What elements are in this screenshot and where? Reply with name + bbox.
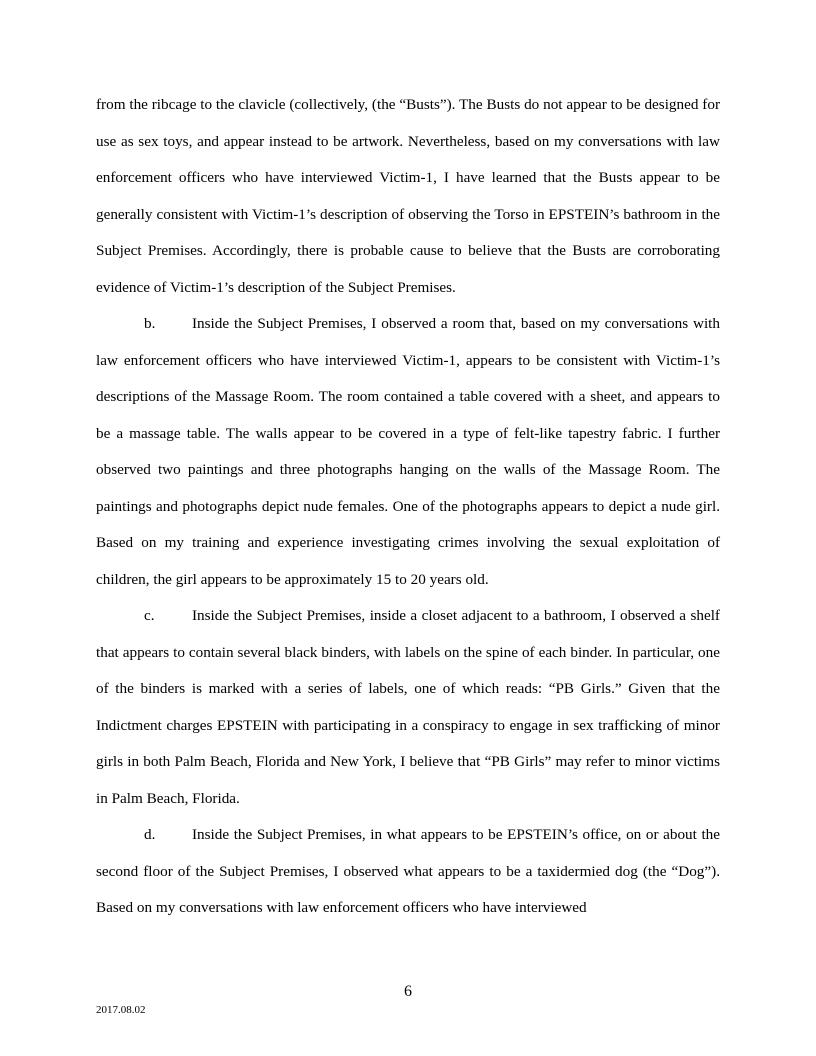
paragraph-continuation: from the ribcage to the clavicle (collectively, (the “Busts”). The Busts do not appear to be designed for use as sex toys, and appear instead to be artwork. Nevertheless, based on my conversations with law enforcement officers who have interviewed Victim-1, I have learned that the Busts appear to be generally consistent with Victim-1’s description of observing the Torso in EPSTEIN’s bathroom in the Subject Premises. Accordingly, there is probable cause to believe that the Busts are corroborating evidence of Victim-1’s description of the Subject Premises. <box>96 96 720 296</box>
paragraph-label: b. <box>144 315 156 332</box>
paragraph-b <box>96 306 720 598</box>
paragraph-label: c. <box>144 607 155 624</box>
paragraph-d <box>96 817 720 927</box>
document-version-code: 2017.08.02 <box>96 1004 146 1016</box>
paragraph-label: d. <box>144 826 156 843</box>
paragraph-c <box>96 598 720 817</box>
document-body <box>96 87 720 927</box>
paragraph-text: Inside the Subject Premises, inside a closet adjacent to a bathroom, I observed a shelf that appears to contain several black binders, with labels on the spine of each binder. In particular, one of the binders is marked with a series of labels, one of which reads: “PB Girls.” Given that the Indictment charges EPSTEIN with participating in a conspiracy to engage in sex trafficking of minor girls in both Palm Beach, Florida and New York, I believe that “PB Girls” may refer to minor victims in Palm Beach, Florida. <box>96 607 720 807</box>
paragraph-text: Inside the Subject Premises, in what appears to be EPSTEIN’s office, on or about the second floor of the Subject Premises, I observed what appears to be a taxidermied dog (the “Dog”). Based on my conversations with law enforcement officers who have interviewed <box>96 826 720 916</box>
paragraph-text: Inside the Subject Premises, I observed a room that, based on my conversations with law enforcement officers who have interviewed Victim-1, appears to be consistent with Victim-1’s descriptions of the Massage Room. The room contained a table covered with a sheet, and appears to be a massage table. The walls appear to be covered in a type of felt-like tapestry fabric. I further observed two paintings and three photographs hanging on the walls of the Massage Room. The paintings and photographs depict nude females. One of the photographs appears to depict a nude girl. Based on my training and experience investigating crimes involving the sexual exploitation of children, the girl appears to be approximately 15 to 20 years old. <box>96 315 720 588</box>
page-number: 6 <box>404 983 412 1000</box>
